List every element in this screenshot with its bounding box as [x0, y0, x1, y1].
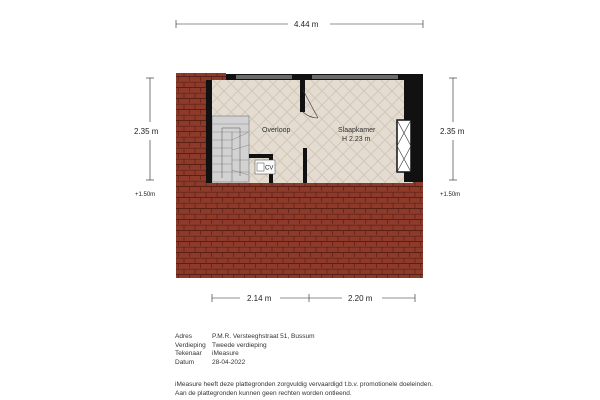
room-height-slaapkamer: H 2.23 m — [342, 136, 371, 143]
info-value: iMeasure — [212, 350, 239, 358]
room-label-slaapkamer: Slaapkamer — [338, 127, 376, 134]
info-value: 28-04-2022 — [212, 358, 246, 366]
cv-box — [257, 163, 264, 171]
disclaimer-line: iMeasure heeft deze plattegronden zorgvuldig vervaardigd t.b.v. promotionele doeleinden. — [175, 381, 433, 388]
info-label: Datum — [175, 358, 195, 366]
level-right-label: +1.50m — [440, 192, 461, 198]
level-left-label: +1.50m — [135, 192, 156, 198]
info-value: Tweede verdieping — [212, 341, 267, 349]
info-value: P.M.R. Versteeghstraat 51, Bussum — [212, 333, 315, 340]
info-row-floor — [175, 342, 315, 351]
dimension-bottom-right-label: 2.20 m — [348, 294, 373, 303]
dimension-top-label: 4.44 m — [294, 20, 319, 29]
built-in-cabinet — [397, 120, 411, 172]
roof-notch — [176, 73, 226, 78]
room-label-overloop: Overloop — [262, 127, 291, 134]
dimension-left-label: 2.35 m — [134, 127, 159, 136]
info-label: Adres — [175, 333, 192, 340]
cv-label: CV — [265, 165, 274, 172]
disclaimer — [175, 381, 433, 398]
dimension-bottom-left-label: 2.14 m — [247, 294, 272, 303]
info-label: Verdieping — [175, 341, 206, 349]
dimension-bottom — [212, 294, 415, 302]
disclaimer-line: Aan de plattegronden kunnen geen rechten worden ontleend. — [175, 389, 352, 397]
info-row-date — [175, 359, 315, 368]
info-label: Tekenaar — [175, 350, 202, 358]
info-row-address — [175, 333, 315, 342]
info-row-draftsman — [175, 350, 315, 359]
plan-info-table — [175, 333, 315, 367]
staircase — [212, 116, 249, 182]
dimension-right-label: 2.35 m — [440, 127, 465, 136]
